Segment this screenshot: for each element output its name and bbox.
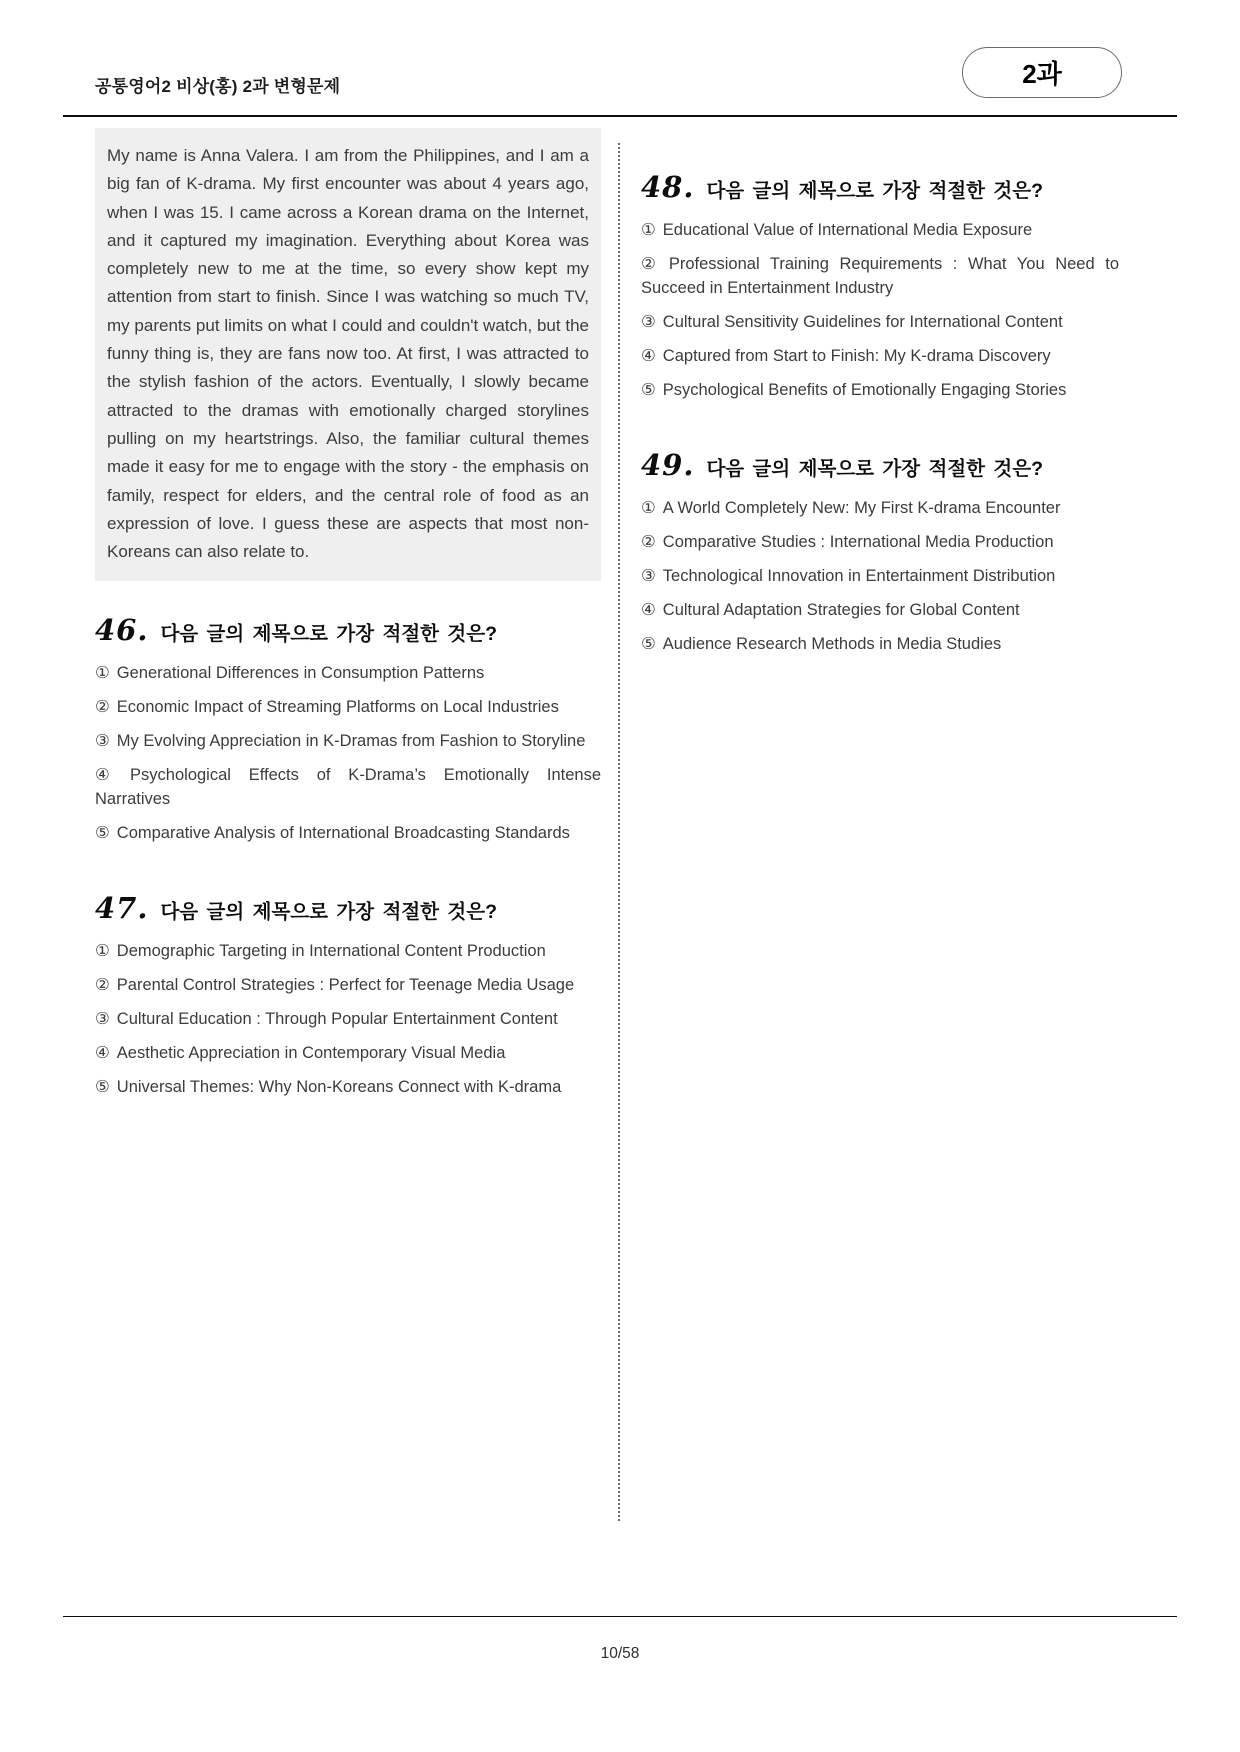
question-47 [95,891,601,1100]
column-divider [618,143,620,1521]
footer-divider [63,1616,1177,1617]
option-text: Cultural Sensitivity Guidelines for International Content [662,312,1063,331]
option-text: Parental Control Strategies : Perfect for Teenage Media Usage [116,976,575,995]
option-marker: ③ [95,1010,110,1029]
left-column [95,128,601,1110]
question-stem: 다음 글의 제목으로 가장 적절한 것은? [160,901,498,924]
option-item [641,219,1119,243]
option-marker: ② [641,255,662,273]
option-marker: ① [95,664,110,683]
option-text: Economic Impact of Streaming Platforms on Local Industries [116,698,559,717]
option-item [95,1008,601,1032]
option-text: My Evolving Appreciation in K-Dramas from Fashion to Storyline [116,732,586,751]
option-text: Demographic Targeting in International Content Production [116,942,546,961]
question-46 [95,613,601,845]
option-marker: ① [641,221,656,239]
option-marker: ① [95,942,110,961]
option-item [641,253,1119,300]
option-marker: ① [641,499,656,517]
option-text: Psychological Effects of K-Drama’s Emotionally Intense Narratives [95,766,601,808]
question-48-heading [641,170,1119,204]
reading-passage: My name is Anna Valera. I am from the Philippines, and I am a big fan of K-drama. My first encounter was about 4 years ago, when I was 15. I came across a Korean drama on the Internet, and it captured my imagination. Everything about Korea was completely new to me at the time, so every show kept my attention from start to finish. Since I was watching so much TV, my parents put limits on what I could and couldn't watch, but the funny thing is, they are fans now too. At first, I was attracted to the stylish fashion of the actors. Eventually, I slowly became attracted to the dramas with emotionally charged storylines pulling on my heartstrings. Also, the familiar cultural themes made it easy for me to engage with the story - the emphasis on family, respect for elders, and the central role of food as an expression of love. I guess these are aspects that most non-Koreans can also relate to. [95,128,601,581]
option-item [641,497,1119,521]
document-title: 공통영어2 비상(홍) 2과 변형문제 [95,77,341,96]
option-text: Technological Innovation in Entertainment Distribution [662,567,1056,585]
option-marker: ② [641,533,656,551]
option-marker: ② [95,976,110,995]
option-item [641,633,1119,657]
page-number: 10/58 [600,1645,640,1662]
question-number: 49. [641,448,695,482]
option-item [95,1042,601,1066]
option-text: Cultural Education : Through Popular Entertainment Content [116,1010,558,1029]
option-text: Comparative Studies : International Media Production [662,533,1054,551]
option-text: Educational Value of International Media Exposure [662,221,1033,239]
option-item [95,822,601,846]
question-46-heading [95,613,601,647]
option-marker: ④ [95,766,124,785]
question-stem: 다음 글의 제목으로 가장 적절한 것은? [706,180,1044,202]
unit-badge: 2과 [962,47,1122,98]
option-item [95,764,601,811]
option-marker: ④ [641,601,656,619]
option-marker: ⑤ [95,1078,110,1097]
option-text: Comparative Analysis of International Broadcasting Standards [116,823,570,842]
option-marker: ⑤ [95,823,110,842]
option-item [641,565,1119,589]
question-49 [641,448,1119,657]
option-marker: ④ [95,1044,110,1063]
question-stem: 다음 글의 제목으로 가장 적절한 것은? [706,458,1044,480]
option-marker: ② [95,698,110,717]
question-number: 47. [95,891,149,926]
option-marker: ⑤ [641,635,656,653]
option-item [95,730,601,754]
option-text: Cultural Adaptation Strategies for Global Content [662,601,1020,619]
option-item [95,1076,601,1100]
question-stem: 다음 글의 제목으로 가장 적절한 것은? [160,623,498,646]
question-47-heading [95,891,601,925]
option-item [641,599,1119,623]
option-text: Psychological Benefits of Emotionally Engaging Stories [662,380,1067,399]
question-49-heading [641,448,1119,482]
option-text: Universal Themes: Why Non-Koreans Connect with K-drama [116,1078,562,1097]
header-divider [63,115,1177,117]
option-item [641,311,1119,335]
option-item [95,974,601,998]
option-text: Generational Differences in Consumption Patterns [116,664,485,683]
right-column [641,128,1119,667]
option-item [95,940,601,964]
option-item [641,345,1119,369]
option-marker: ④ [641,346,656,365]
option-text: A World Completely New: My First K-drama Encounter [662,499,1061,517]
option-marker: ③ [641,567,656,585]
option-text: Audience Research Methods in Media Studies [662,635,1002,653]
option-marker: ⑤ [641,380,656,399]
option-marker: ③ [641,312,656,331]
option-item [641,531,1119,555]
option-text: Professional Training Requirements : What You Need to Succeed in Entertainment Industry [641,255,1120,297]
option-item [641,379,1119,403]
option-item [95,662,601,686]
question-number: 46. [95,613,149,648]
question-number: 48. [641,170,695,204]
option-marker: ③ [95,732,110,751]
option-text: Aesthetic Appreciation in Contemporary Visual Media [116,1044,506,1063]
question-48 [641,170,1119,402]
option-item [95,696,601,720]
option-text: Captured from Start to Finish: My K-drama Discovery [662,346,1051,365]
